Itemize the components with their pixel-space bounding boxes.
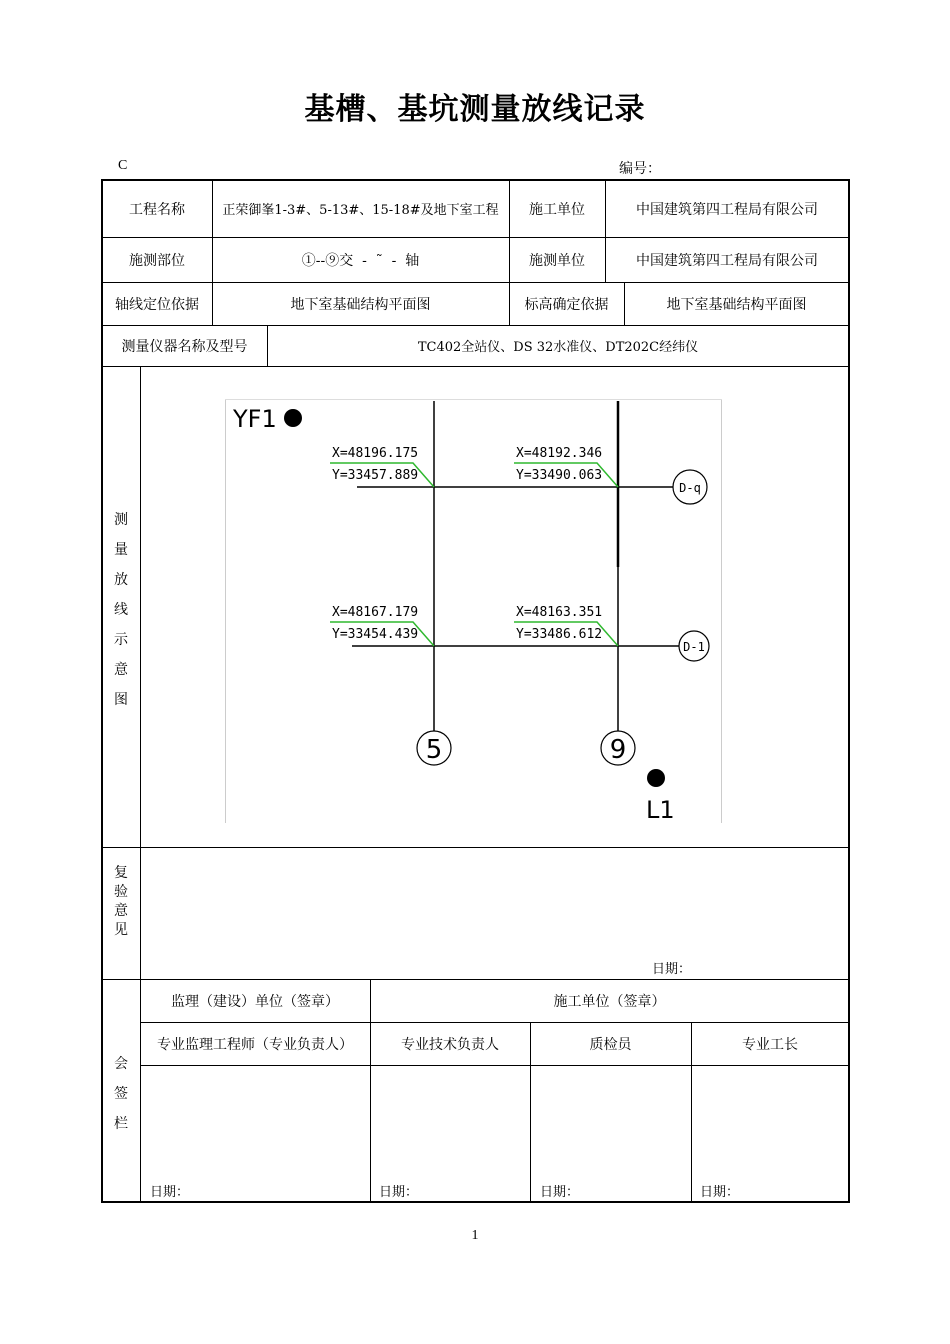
builder-value: 中国建筑第四工程局有限公司 [636, 201, 818, 218]
instrument-value: TC402全站仪、DS 32水准仪、DT202C经纬仪 [417, 340, 699, 355]
point-1-x: X=48196.175 [332, 446, 419, 461]
point-3-y: Y=33454.439 [332, 627, 419, 642]
supervisor-date-label: 日期： [150, 1185, 190, 1200]
row-divider [140, 1065, 849, 1066]
point-1-y: Y=33457.889 [332, 468, 419, 483]
survey-unit-label: 施测单位 [529, 252, 585, 269]
serial-number-label: 编号： [619, 161, 661, 177]
foreman-label: 专业工长 [742, 1036, 798, 1053]
row-divider [102, 366, 849, 367]
survey-unit-value: 中国建筑第四工程局有限公司 [636, 252, 818, 269]
document-code: C [118, 158, 128, 173]
project-name-value: 正荣御峯1-3#、5-13#、15-18#及地下室工程 [222, 203, 499, 218]
point-2-y: Y=33490.063 [516, 468, 603, 483]
inspector-date-label: 日期： [540, 1185, 580, 1200]
axis-label-9: 9 [609, 735, 627, 765]
elevation-basis-label: 标高确定依据 [524, 296, 609, 313]
elevation-basis-value: 地下室基础结构平面图 [666, 296, 807, 313]
tech-lead-date-label: 日期： [379, 1185, 419, 1200]
inspector-label: 质检员 [589, 1036, 632, 1053]
axis-basis-value: 地下室基础结构平面图 [290, 296, 431, 313]
benchmark-bottom-label: L1 [646, 796, 675, 823]
page-number: 1 [471, 1228, 479, 1243]
benchmark-top-label: YF1 [233, 405, 277, 433]
signoff-section-label: 会签栏 [114, 1056, 128, 1132]
survey-part-label: 施测部位 [129, 252, 185, 269]
row-divider [102, 847, 849, 848]
axis-basis-label: 轴线定位依据 [115, 296, 199, 313]
builder-unit-label: 施工单位（签章） [553, 994, 666, 1010]
supervisor-unit-label: 监理（建设）单位（签章） [171, 994, 339, 1010]
instrument-label: 测量仪器名称及型号 [121, 338, 248, 355]
foreman-date-label: 日期： [700, 1185, 740, 1200]
diagram-section-label: 测量放线示意图 [114, 512, 128, 708]
benchmark-top-marker [284, 409, 302, 427]
page-title: 基槽、基坑测量放线记录 [304, 92, 646, 127]
supervisor-engineer-label: 专业监理工程师（专业负责人） [157, 1036, 353, 1053]
axis-label-d-1: D-1 [683, 640, 705, 654]
tech-lead-label: 专业技术负责人 [401, 1036, 499, 1053]
review-section-label: 复验意见 [114, 865, 128, 938]
col-divider [140, 366, 141, 1202]
project-name-label: 工程名称 [129, 201, 185, 218]
survey-diagram-svg [225, 399, 722, 823]
axis-label-5: 5 [425, 735, 443, 765]
point-4-x: X=48163.351 [516, 605, 603, 620]
axis-label-d-q: D-q [679, 481, 701, 495]
point-4-y: Y=33486.612 [516, 627, 603, 642]
point-2-x: X=48192.346 [516, 446, 603, 461]
survey-diagram [225, 399, 722, 823]
benchmark-bottom-marker [647, 769, 665, 787]
builder-label: 施工单位 [529, 201, 585, 218]
survey-part-value: ①--⑨交 - ˜ - 轴 [301, 252, 420, 269]
review-date-label: 日期： [652, 962, 692, 977]
point-3-x: X=48167.179 [332, 605, 419, 620]
